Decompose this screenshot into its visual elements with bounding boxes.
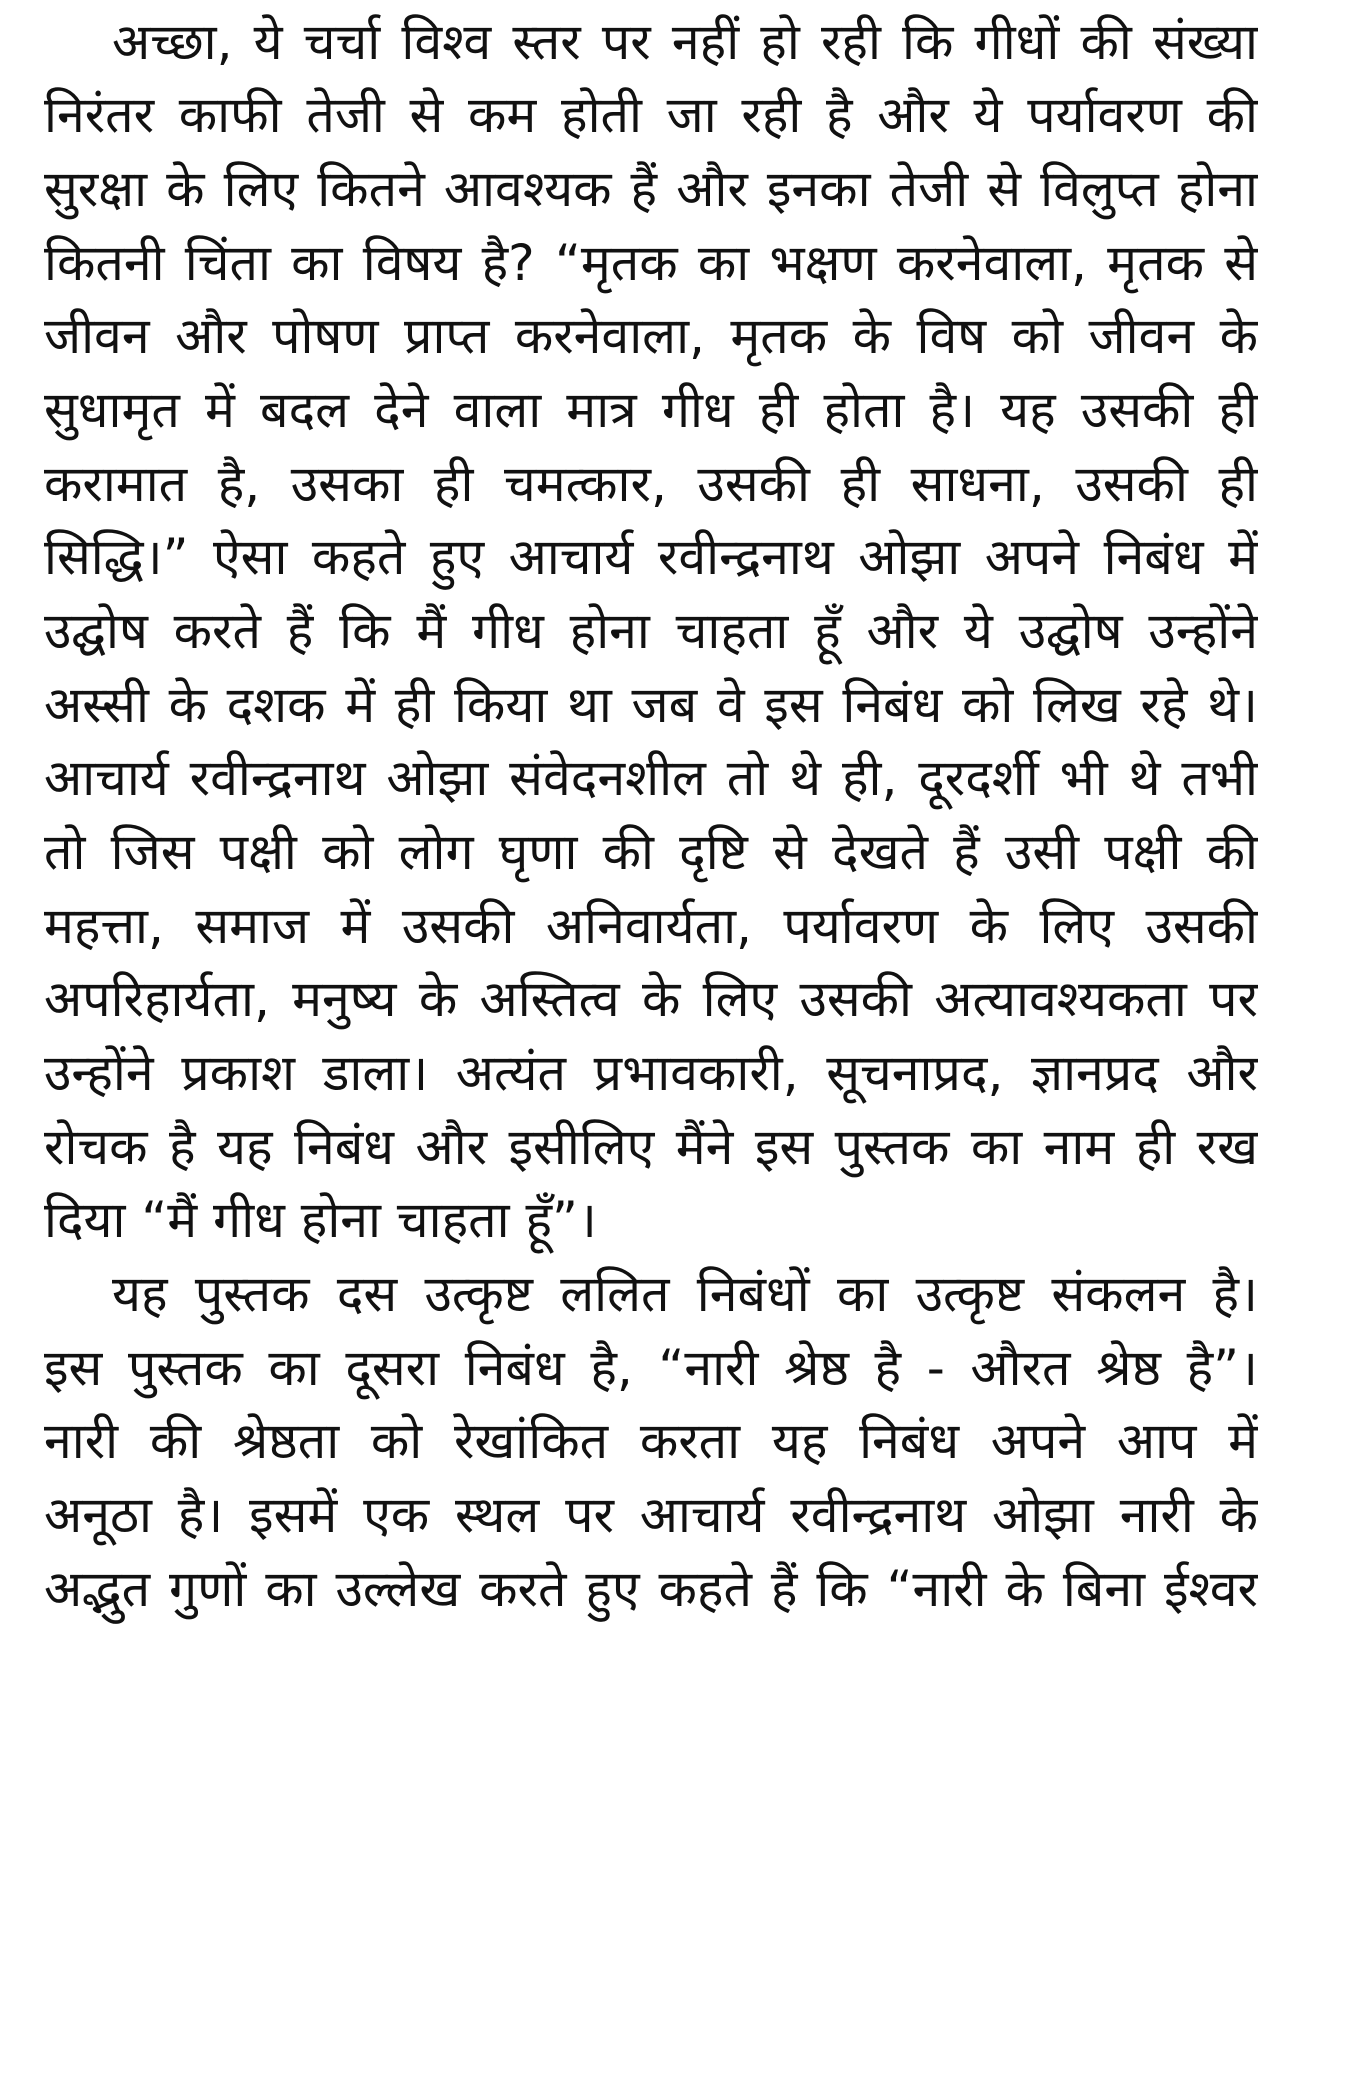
text-line-22: अद्भुत गुणों का उल्लेख करते हुए कहते हैं कि “नारी के बिना ईश्वर	[44, 1560, 1258, 1618]
text-line-16: रोचक है यह निबंध और इसीलिए मैंने इस पुस्तक का नाम ही रख	[44, 1118, 1258, 1176]
text-line-20: नारी की श्रेष्ठता को रेखांकित करता यह निबंध अपने आप में	[44, 1412, 1258, 1470]
text-line-3: सुरक्षा के लिए कितने आवश्यक हैं और इनका तेजी से विलुप्त होना	[44, 160, 1258, 218]
text-line-14: अपरिहार्यता, मनुष्य के अस्तित्व के लिए उसकी अत्यावश्यकता पर	[44, 970, 1258, 1028]
text-line-8: सिद्धि।” ऐसा कहते हुए आचार्य रवीन्द्रनाथ ओझा अपने निबंध में	[44, 528, 1258, 586]
text-line-19: इस पुस्तक का दूसरा निबंध है, “नारी श्रेष्ठ है - औरत श्रेष्ठ है”।	[44, 1339, 1258, 1397]
text-line-6: सुधामृत में बदल देने वाला मात्र गीध ही होता है। यह उसकी ही	[44, 381, 1258, 439]
text-line-1: अच्छा, ये चर्चा विश्व स्तर पर नहीं हो रही कि गीधों की संख्या	[112, 13, 1258, 71]
text-line-11: आचार्य रवीन्द्रनाथ ओझा संवेदनशील तो थे ही, दूरदर्शी भी थे तभी	[44, 749, 1258, 807]
text-line-5: जीवन और पोषण प्राप्त करनेवाला, मृतक के विष को जीवन के	[44, 307, 1258, 365]
text-line-17: दिया “मैं गीध होना चाहता हूँ”।	[44, 1191, 597, 1249]
text-line-15: उन्होंने प्रकाश डाला। अत्यंत प्रभावकारी, सूचनाप्रद, ज्ञानप्रद और	[44, 1044, 1258, 1102]
text-line-9: उद्घोष करते हैं कि मैं गीध होना चाहता हूँ और ये उद्घोष उन्होंने	[44, 602, 1258, 660]
text-line-10: अस्सी के दशक में ही किया था जब वे इस निबंध को लिख रहे थे।	[44, 676, 1258, 734]
text-line-13: महत्ता, समाज में उसकी अनिवार्यता, पर्यावरण के लिए उसकी	[44, 897, 1258, 955]
text-line-4: कितनी चिंता का विषय है? “मृतक का भक्षण करनेवाला, मृतक से	[44, 234, 1258, 292]
text-line-12: तो जिस पक्षी को लोग घृणा की दृष्टि से देखते हैं उसी पक्षी की	[44, 823, 1258, 881]
text-line-2: निरंतर काफी तेजी से कम होती जा रही है और ये पर्यावरण की	[44, 86, 1258, 144]
text-line-18: यह पुस्तक दस उत्कृष्ट ललित निबंधों का उत्कृष्ट संकलन है।	[112, 1265, 1258, 1323]
text-line-21: अनूठा है। इसमें एक स्थल पर आचार्य रवीन्द्रनाथ ओझा नारी के	[44, 1486, 1258, 1544]
text-line-7: करामात है, उसका ही चमत्कार, उसकी ही साधना, उसकी ही	[44, 455, 1258, 513]
